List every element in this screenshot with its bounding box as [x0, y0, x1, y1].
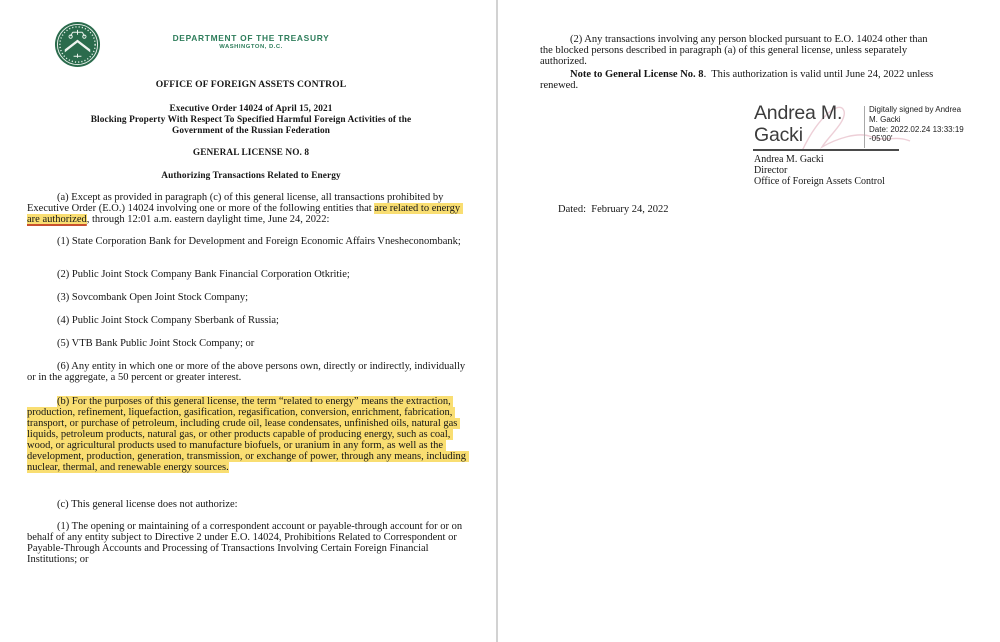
- signature-detail-separator: [864, 106, 865, 148]
- page-2: [540, 0, 964, 642]
- letterhead-city: WASHINGTON, D.C.: [219, 44, 283, 50]
- note-paragraph: Note to General License No. 8. This authorization is valid until June 24, 2022 unless renewed.: [540, 69, 936, 91]
- signer-block: [754, 154, 942, 188]
- signer-office: Office of Foreign Assets Control: [754, 176, 885, 188]
- signature-rule: [753, 149, 899, 151]
- license-heading: GENERAL LICENSE NO. 8: [192, 148, 310, 158]
- entity-item-1: (1) State Corporation Bank for Development and Foreign Economic Affairs Vnesheconombank;: [57, 236, 461, 247]
- letterhead-department: DEPARTMENT OF THE TREASURY: [172, 33, 330, 43]
- office-heading: OFFICE OF FOREIGN ASSETS CONTROL: [155, 79, 347, 90]
- paragraph-c1: (1) The opening or maintaining of a correspondent account or payable-through account for or on behalf of any entity subject to Directive 2 under E.O. 14024, Prohibitions Related to Correspondent or Payable-Through Accounts and Processing of Transactions Involving Certain Foreign Financial Institutions; or: [27, 521, 465, 565]
- paragraph-b: (b) For the purposes of this general license, the term “related to energy” means the extraction, production, refinement, liquefaction, gasification, regasification, conversion, enrichment, fabrication, transport, or purchase of petroleum, including crude oil, lease condensates, unfinished oils, natural gas liquids, petroleum products, natural gas, or other products capable of producing energy, such as coal, wood, or agricultural products used to manufacture biofuels, or uranium in any form, as well as the development, production, generation, transmission, or exchange of power, through any means, including nuclear, thermal, and renewable energy sources.: [27, 396, 469, 473]
- digital-signature-details: Digitally signed by Andrea M. Gacki Date: 2022.02.24 13:33:19 -05'00': [869, 105, 964, 144]
- eo-heading: [27, 104, 475, 137]
- paragraph-c2: (2) Any transactions involving any person blocked pursuant to E.O. 14024 other than the blocked persons described in paragraph (a) of this general license, unless separately authorized.: [540, 34, 931, 67]
- entity-item-5: (5) VTB Bank Public Joint Stock Company; or: [57, 338, 255, 349]
- paragraph-c: (c) This general license does not authorize:: [57, 499, 238, 510]
- signer-name: Andrea M. Gacki: [754, 154, 824, 165]
- signer-title: Director: [754, 165, 788, 177]
- eo-heading-lines: Executive Order 14024 of April 15, 2021 Blocking Property With Respect To Specified Harmful Foreign Activities of the Government of the Russian Federation: [90, 104, 412, 136]
- entity-item-3: (3) Sovcombank Open Joint Stock Company;: [57, 292, 249, 303]
- dated-line: Dated: February 24, 2022: [558, 204, 669, 215]
- entity-item-4: (4) Public Joint Stock Company Sberbank of Russia;: [57, 315, 279, 326]
- paragraph-a: (a) Except as provided in paragraph (c) of this general license, all transactions prohibited by Executive Order (E.O.) 14024 involving one or more of the following entities that are related to energy are authorized, through 12:01 a.m. eastern daylight time, June 24, 2022:: [27, 192, 463, 225]
- subject-heading: Authorizing Transactions Related to Energy: [161, 171, 341, 181]
- page-divider: [496, 0, 498, 642]
- entity-item-6: (6) Any entity in which one or more of the above persons own, directly or indirectly, individually or in the aggregate, a 50 percent or greater interest.: [27, 361, 468, 383]
- signature-display-name: Andrea M. Gacki: [754, 102, 843, 146]
- entity-item-2: (2) Public Joint Stock Company Bank Financial Corporation Otkritie;: [57, 269, 350, 280]
- page-1: [27, 0, 475, 642]
